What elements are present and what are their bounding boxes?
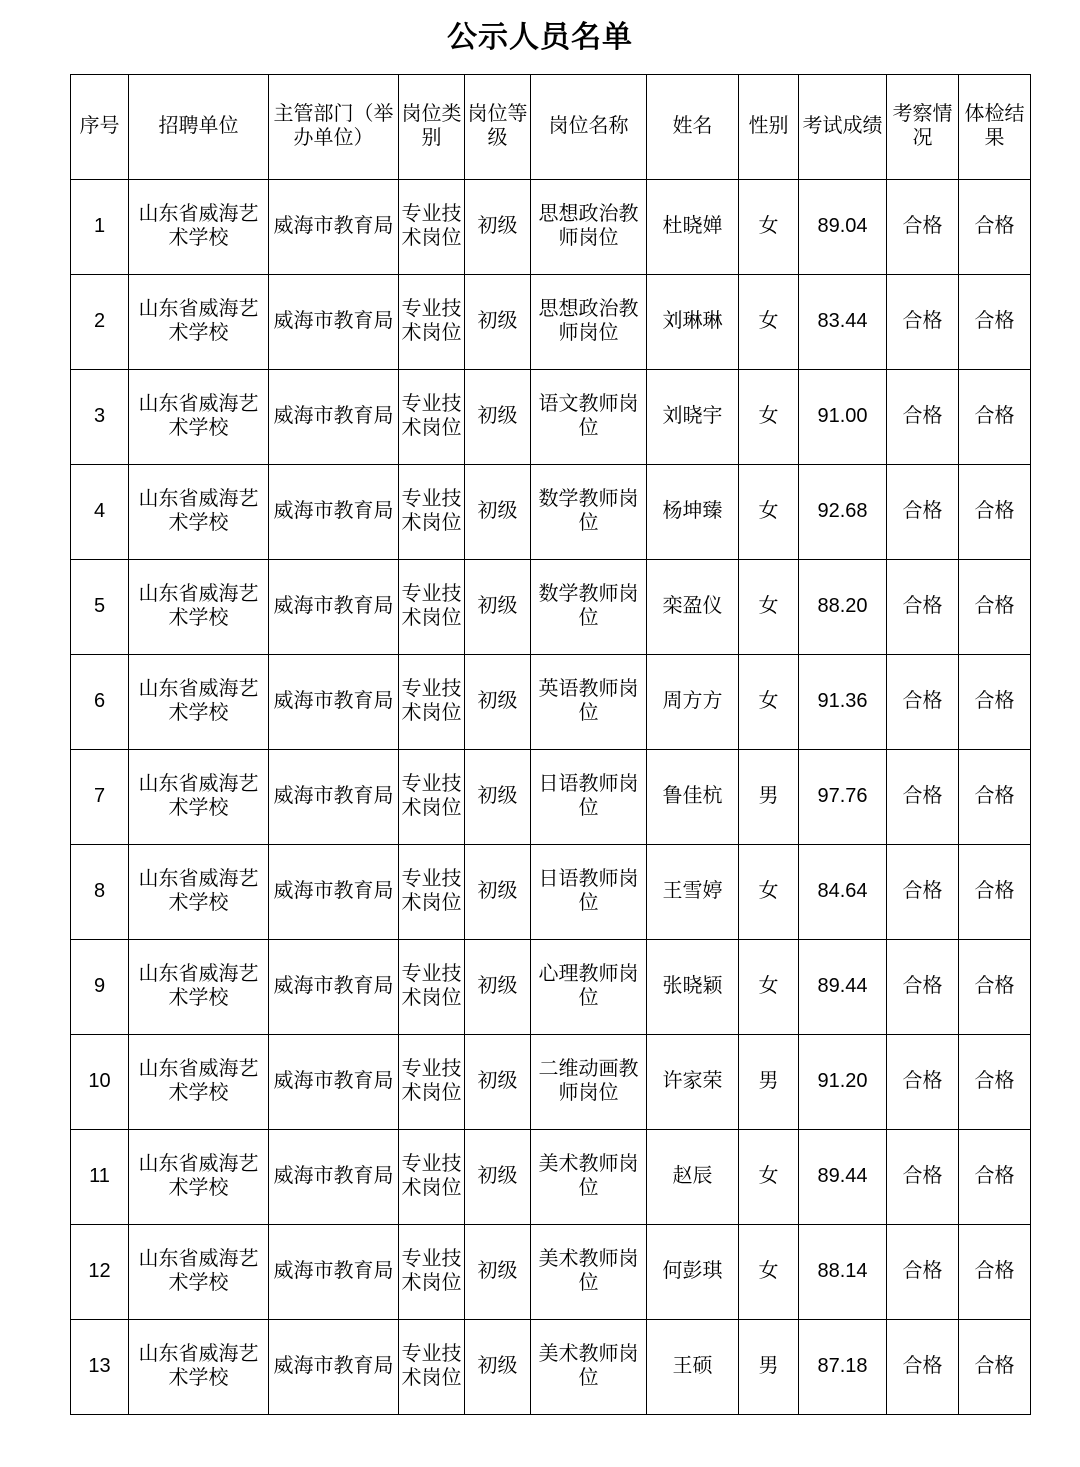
cell-post-type: 专业技术岗位 (399, 370, 465, 465)
cell-inspection: 合格 (887, 1130, 959, 1225)
cell-gender: 女 (739, 465, 799, 560)
cell-index: 12 (71, 1225, 129, 1320)
cell-department: 威海市教育局 (269, 845, 399, 940)
column-header-index: 序号 (71, 75, 129, 180)
cell-post-level: 初级 (465, 560, 531, 655)
cell-inspection: 合格 (887, 370, 959, 465)
cell-post-type: 专业技术岗位 (399, 1225, 465, 1320)
cell-post-level: 初级 (465, 180, 531, 275)
cell-post-name: 英语教师岗位 (531, 655, 647, 750)
column-header-post-name: 岗位名称 (531, 75, 647, 180)
table-row (71, 1130, 1031, 1225)
cell-score: 92.68 (799, 465, 887, 560)
table-row (71, 845, 1031, 940)
cell-score: 88.14 (799, 1225, 887, 1320)
cell-index: 9 (71, 940, 129, 1035)
cell-score: 89.44 (799, 940, 887, 1035)
cell-inspection: 合格 (887, 655, 959, 750)
cell-name: 王雪婷 (647, 845, 739, 940)
cell-unit: 山东省威海艺术学校 (129, 370, 269, 465)
cell-department: 威海市教育局 (269, 1130, 399, 1225)
cell-inspection: 合格 (887, 845, 959, 940)
table-row (71, 750, 1031, 845)
table-row (71, 1035, 1031, 1130)
cell-post-name: 数学教师岗位 (531, 465, 647, 560)
cell-name: 许家荣 (647, 1035, 739, 1130)
cell-post-type: 专业技术岗位 (399, 1130, 465, 1225)
cell-post-level: 初级 (465, 655, 531, 750)
cell-post-type: 专业技术岗位 (399, 1035, 465, 1130)
public-notice-roster-table (70, 74, 1031, 1415)
cell-post-type: 专业技术岗位 (399, 1320, 465, 1415)
cell-medical: 合格 (959, 845, 1031, 940)
column-header-medical: 体检结果 (959, 75, 1031, 180)
table-row (71, 370, 1031, 465)
cell-unit: 山东省威海艺术学校 (129, 180, 269, 275)
table-row (71, 560, 1031, 655)
cell-department: 威海市教育局 (269, 940, 399, 1035)
cell-department: 威海市教育局 (269, 1035, 399, 1130)
cell-inspection: 合格 (887, 465, 959, 560)
cell-inspection: 合格 (887, 1035, 959, 1130)
cell-index: 5 (71, 560, 129, 655)
cell-post-level: 初级 (465, 750, 531, 845)
cell-gender: 女 (739, 180, 799, 275)
cell-unit: 山东省威海艺术学校 (129, 1320, 269, 1415)
cell-index: 3 (71, 370, 129, 465)
cell-name: 何彭琪 (647, 1225, 739, 1320)
cell-department: 威海市教育局 (269, 275, 399, 370)
cell-post-type: 专业技术岗位 (399, 275, 465, 370)
cell-post-name: 思想政治教师岗位 (531, 180, 647, 275)
cell-name: 王硕 (647, 1320, 739, 1415)
cell-score: 91.36 (799, 655, 887, 750)
cell-inspection: 合格 (887, 180, 959, 275)
cell-name: 栾盈仪 (647, 560, 739, 655)
cell-medical: 合格 (959, 370, 1031, 465)
cell-gender: 女 (739, 845, 799, 940)
cell-gender: 女 (739, 1225, 799, 1320)
cell-post-level: 初级 (465, 275, 531, 370)
cell-unit: 山东省威海艺术学校 (129, 655, 269, 750)
cell-score: 83.44 (799, 275, 887, 370)
cell-department: 威海市教育局 (269, 180, 399, 275)
table-row (71, 465, 1031, 560)
column-header-name: 姓名 (647, 75, 739, 180)
column-header-post-type: 岗位类别 (399, 75, 465, 180)
cell-medical: 合格 (959, 1035, 1031, 1130)
cell-inspection: 合格 (887, 940, 959, 1035)
cell-index: 13 (71, 1320, 129, 1415)
cell-index: 6 (71, 655, 129, 750)
cell-gender: 男 (739, 1320, 799, 1415)
cell-post-name: 美术教师岗位 (531, 1130, 647, 1225)
cell-index: 1 (71, 180, 129, 275)
cell-medical: 合格 (959, 940, 1031, 1035)
table-header (71, 75, 1031, 180)
cell-score: 87.18 (799, 1320, 887, 1415)
cell-medical: 合格 (959, 750, 1031, 845)
cell-name: 杨坤臻 (647, 465, 739, 560)
cell-post-type: 专业技术岗位 (399, 655, 465, 750)
cell-inspection: 合格 (887, 560, 959, 655)
table-row (71, 940, 1031, 1035)
cell-unit: 山东省威海艺术学校 (129, 1035, 269, 1130)
cell-unit: 山东省威海艺术学校 (129, 560, 269, 655)
cell-post-type: 专业技术岗位 (399, 750, 465, 845)
cell-index: 10 (71, 1035, 129, 1130)
cell-score: 88.20 (799, 560, 887, 655)
cell-medical: 合格 (959, 560, 1031, 655)
cell-unit: 山东省威海艺术学校 (129, 940, 269, 1035)
cell-name: 张晓颖 (647, 940, 739, 1035)
column-header-score: 考试成绩 (799, 75, 887, 180)
cell-post-level: 初级 (465, 845, 531, 940)
column-header-gender: 性别 (739, 75, 799, 180)
cell-department: 威海市教育局 (269, 465, 399, 560)
cell-score: 89.44 (799, 1130, 887, 1225)
page-title: 公示人员名单 (447, 21, 633, 54)
cell-post-type: 专业技术岗位 (399, 940, 465, 1035)
cell-name: 刘琳琳 (647, 275, 739, 370)
cell-department: 威海市教育局 (269, 655, 399, 750)
cell-score: 91.00 (799, 370, 887, 465)
cell-post-name: 日语教师岗位 (531, 750, 647, 845)
table-header-row (71, 75, 1031, 180)
cell-gender: 女 (739, 370, 799, 465)
column-header-post-level: 岗位等级 (465, 75, 531, 180)
cell-score: 97.76 (799, 750, 887, 845)
table-row (71, 655, 1031, 750)
cell-score: 91.20 (799, 1035, 887, 1130)
cell-post-name: 日语教师岗位 (531, 845, 647, 940)
cell-post-type: 专业技术岗位 (399, 465, 465, 560)
cell-unit: 山东省威海艺术学校 (129, 750, 269, 845)
cell-inspection: 合格 (887, 1225, 959, 1320)
cell-gender: 女 (739, 275, 799, 370)
cell-unit: 山东省威海艺术学校 (129, 465, 269, 560)
cell-medical: 合格 (959, 275, 1031, 370)
cell-post-type: 专业技术岗位 (399, 180, 465, 275)
cell-unit: 山东省威海艺术学校 (129, 275, 269, 370)
cell-inspection: 合格 (887, 750, 959, 845)
column-header-department: 主管部门（举办单位） (269, 75, 399, 180)
cell-post-name: 美术教师岗位 (531, 1320, 647, 1415)
cell-post-level: 初级 (465, 1320, 531, 1415)
cell-name: 赵辰 (647, 1130, 739, 1225)
cell-post-name: 语文教师岗位 (531, 370, 647, 465)
table-row (71, 1225, 1031, 1320)
cell-post-level: 初级 (465, 370, 531, 465)
column-header-inspection: 考察情况 (887, 75, 959, 180)
cell-post-name: 数学教师岗位 (531, 560, 647, 655)
cell-index: 7 (71, 750, 129, 845)
cell-medical: 合格 (959, 1225, 1031, 1320)
cell-gender: 女 (739, 560, 799, 655)
cell-unit: 山东省威海艺术学校 (129, 1225, 269, 1320)
cell-name: 鲁佳杭 (647, 750, 739, 845)
table-row (71, 1320, 1031, 1415)
cell-department: 威海市教育局 (269, 1320, 399, 1415)
cell-post-name: 思想政治教师岗位 (531, 275, 647, 370)
cell-post-level: 初级 (465, 940, 531, 1035)
cell-medical: 合格 (959, 655, 1031, 750)
cell-unit: 山东省威海艺术学校 (129, 1130, 269, 1225)
cell-name: 杜晓婵 (647, 180, 739, 275)
cell-post-type: 专业技术岗位 (399, 560, 465, 655)
cell-medical: 合格 (959, 1320, 1031, 1415)
cell-gender: 女 (739, 1130, 799, 1225)
cell-post-name: 美术教师岗位 (531, 1225, 647, 1320)
cell-gender: 女 (739, 940, 799, 1035)
cell-post-name: 二维动画教师岗位 (531, 1035, 647, 1130)
cell-gender: 男 (739, 1035, 799, 1130)
column-header-unit: 招聘单位 (129, 75, 269, 180)
table-row (71, 275, 1031, 370)
cell-index: 8 (71, 845, 129, 940)
cell-inspection: 合格 (887, 1320, 959, 1415)
cell-name: 周方方 (647, 655, 739, 750)
cell-post-name: 心理教师岗位 (531, 940, 647, 1035)
cell-unit: 山东省威海艺术学校 (129, 845, 269, 940)
cell-index: 4 (71, 465, 129, 560)
cell-medical: 合格 (959, 465, 1031, 560)
cell-score: 84.64 (799, 845, 887, 940)
cell-index: 11 (71, 1130, 129, 1225)
cell-inspection: 合格 (887, 275, 959, 370)
cell-gender: 女 (739, 655, 799, 750)
cell-name: 刘晓宇 (647, 370, 739, 465)
table-body (71, 180, 1031, 1415)
cell-department: 威海市教育局 (269, 1225, 399, 1320)
cell-post-level: 初级 (465, 1035, 531, 1130)
cell-post-level: 初级 (465, 1130, 531, 1225)
cell-index: 2 (71, 275, 129, 370)
cell-score: 89.04 (799, 180, 887, 275)
cell-department: 威海市教育局 (269, 370, 399, 465)
cell-post-type: 专业技术岗位 (399, 845, 465, 940)
cell-department: 威海市教育局 (269, 750, 399, 845)
cell-post-level: 初级 (465, 465, 531, 560)
cell-gender: 男 (739, 750, 799, 845)
cell-post-level: 初级 (465, 1225, 531, 1320)
cell-department: 威海市教育局 (269, 560, 399, 655)
table-row (71, 180, 1031, 275)
cell-medical: 合格 (959, 180, 1031, 275)
cell-medical: 合格 (959, 1130, 1031, 1225)
